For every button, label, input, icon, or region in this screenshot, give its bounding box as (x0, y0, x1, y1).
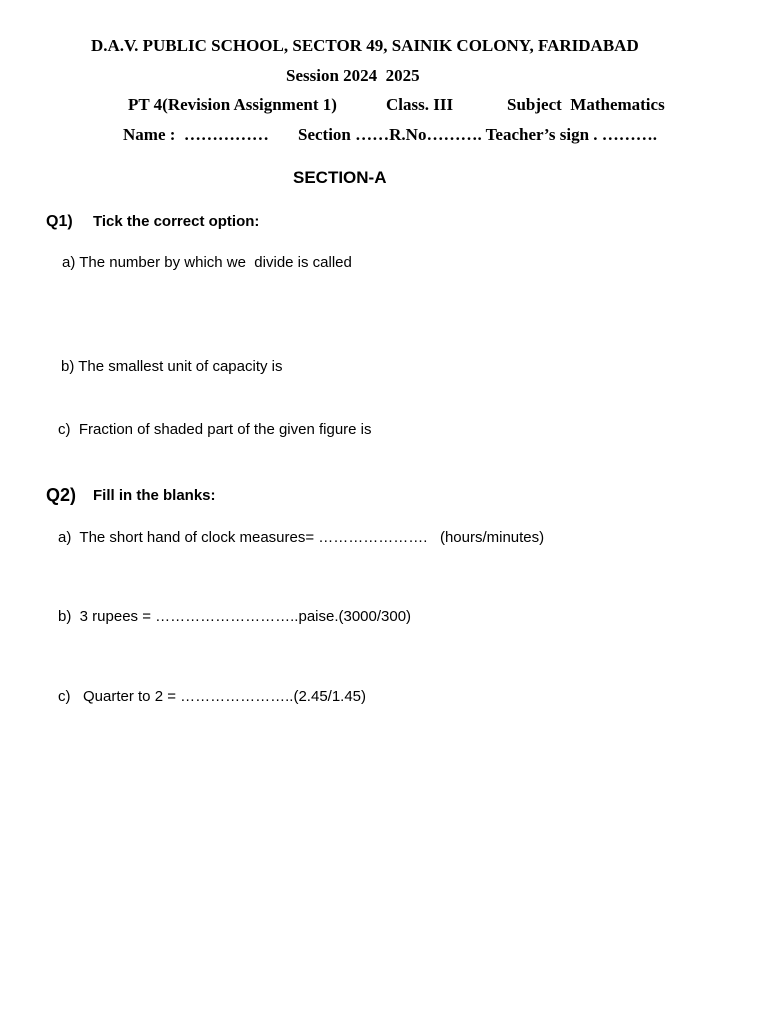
q1-item-c: c) Fraction of shaded part of the given figure is (58, 421, 372, 438)
q2-number: Q2) (46, 485, 77, 505)
class-label: Class. III (386, 95, 454, 114)
q2-item-a: a) The short hand of clock measures= …………………. (hours/minutes) (58, 529, 545, 546)
q1-item-a: a) The number by which we divide is called (62, 254, 352, 271)
assignment-title: PT 4(Revision Assignment 1) (128, 95, 337, 114)
session: Session 2024 2025 (286, 66, 420, 85)
subject-label: Subject Mathematics (507, 95, 665, 114)
q1-instruction: Tick the correct option: (93, 213, 260, 230)
q1-number: Q1) (46, 213, 73, 230)
section-rollno-sign-line: Section ……R.No………. Teacher’s sign . ………. (298, 125, 658, 144)
q2-item-c: c) Quarter to 2 = …………………..(2.45/1.45) (58, 688, 367, 705)
section-title: SECTION-A (293, 168, 387, 187)
q1-item-b: b) The smallest unit of capacity is (61, 358, 283, 375)
name-line: Name : …………… (123, 125, 269, 144)
q2-instruction: Fill in the blanks: (93, 487, 216, 504)
q2-item-b: b) 3 rupees = ………………………..paise.(3000/300) (58, 608, 412, 625)
school-name: D.A.V. PUBLIC SCHOOL, SECTOR 49, SAINIK COLONY, FARIDABAD (91, 36, 639, 55)
